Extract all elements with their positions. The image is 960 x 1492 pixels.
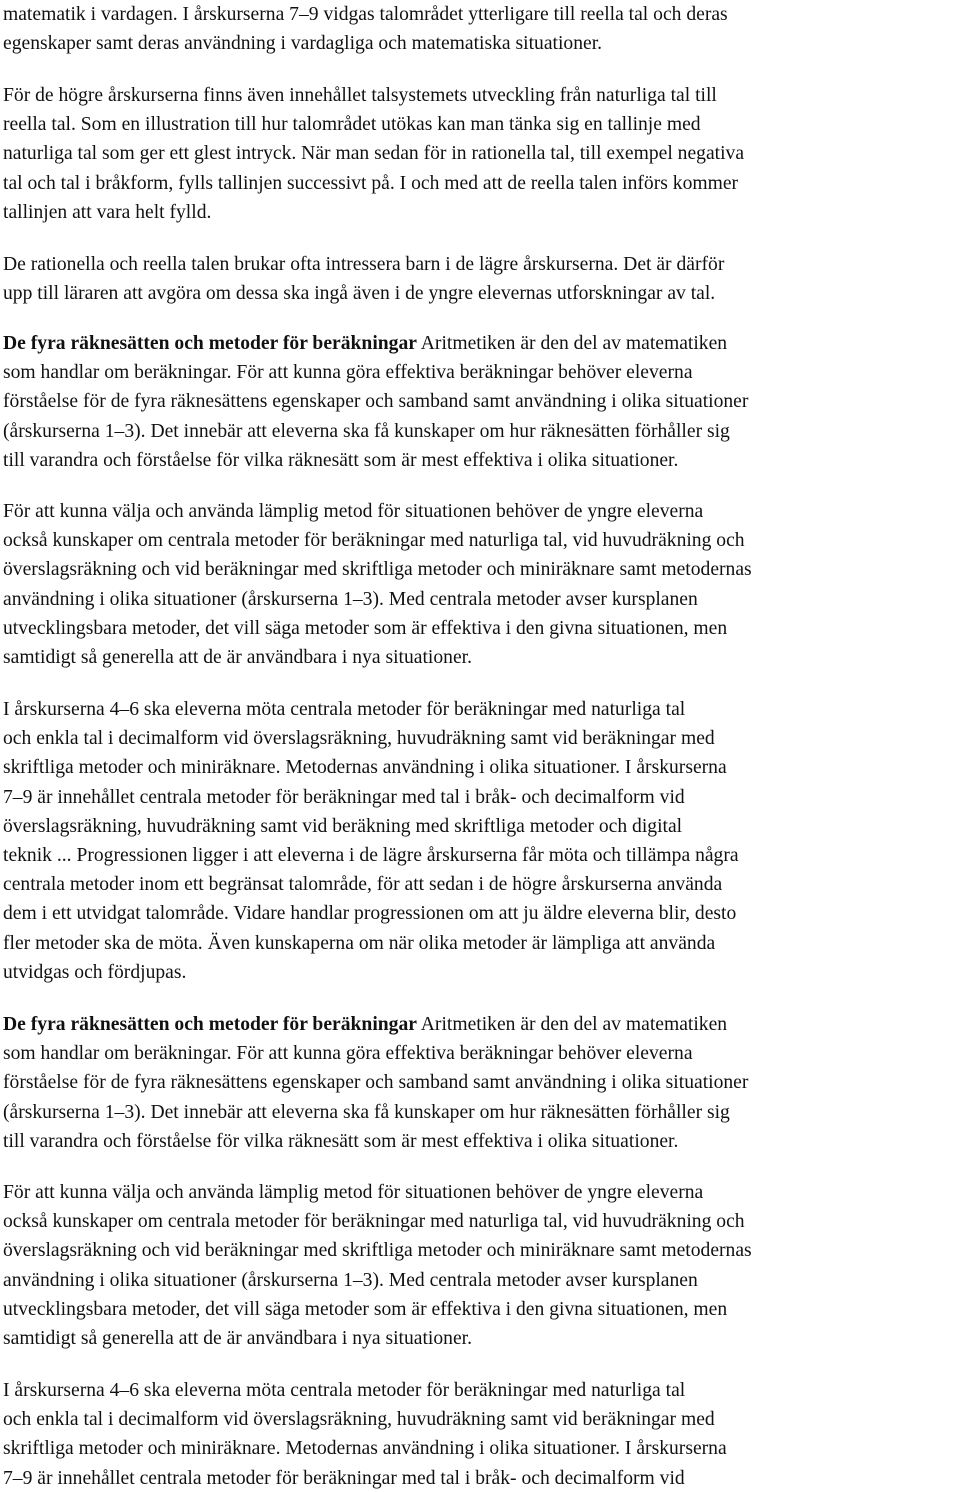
text-line: användning i olika situationer (årskurserna 1–3). Med centrala metoder avser kursplanen [3,1269,698,1291]
heading-continuation: Aritmetiken är den del av matematiken [416,333,728,354]
text-line: som handlar om beräkningar. För att kunna göra effektiva beräkningar behöver eleverna [3,362,693,384]
paragraph [3,329,748,475]
text-line: överslagsräkning, huvudräkning samt vid beräkning med skriftliga metoder och digital [3,815,683,837]
text-line: I årskurserna 4–6 ska eleverna möta centrala metoder för beräkningar med naturliga tal [3,1380,686,1401]
text-line: reella tal. Som en illustration till hur talområdet utökas kan man tänka sig en tallinje med [3,114,701,136]
text-line: som handlar om beräkningar. För att kunna göra effektiva beräkningar behöver eleverna [3,1043,693,1065]
text-line [3,1010,748,1039]
paragraph [3,695,739,987]
text-line: överslagsräkning och vid beräkningar med skriftliga metoder och miniräknare samt metodernas [3,1240,752,1262]
text-line: (årskurserna 1–3). Det innebär att eleverna ska få kunskaper om hur räknesätten förhåller sig [3,1101,730,1123]
paragraph [3,1010,748,1156]
text-line: egenskaper samt deras användning i vardagliga och matematiska situationer. [3,33,603,55]
text-line: naturliga tal som ger ett glest intryck. När man sedan för in rationella tal, till exempel negativa [3,143,745,165]
text-line: I årskurserna 4–6 ska eleverna möta centrala metoder för beräkningar med naturliga tal [3,699,686,720]
text-line: och enkla tal i decimalform vid överslagsräkning, huvudräkning samt vid beräkningar med [3,728,715,750]
paragraph [3,0,728,58]
paragraph [3,81,744,227]
text-line: förståelse för de fyra räknesättens egenskaper och samband samt användning i olika situationer [3,1072,749,1094]
text-line: samtidigt så generella att de är användbara i nya situationer. [3,646,472,668]
paragraph [3,497,752,672]
paragraph [3,1178,752,1353]
text-line: De rationella och reella talen brukar ofta intressera barn i de lägre årskurserna. Det är därför [3,254,725,275]
text-line: För de högre årskurserna finns även innehållet talsystemets utveckling från naturliga tal till [3,85,717,106]
text-line: För att kunna välja och använda lämplig metod för situationen behöver de yngre eleverna [3,1182,704,1203]
section-heading: De fyra räknesätten och metoder för beräkningar [3,333,417,354]
text-line: till varandra och förståelse för vilka räknesätt som är mest effektiva i olika situationer. [3,1130,679,1152]
text-line: överslagsräkning och vid beräkningar med skriftliga metoder och miniräknare samt metodernas [3,559,752,581]
text-line: utvecklingsbara metoder, det vill säga metoder som är effektiva i den givna situationen, men [3,1298,728,1320]
text-line: utvidgas och fördjupas. [3,961,187,983]
text-line [3,329,748,358]
text-line: centrala metoder inom ett begränsat talområde, för att sedan i de högre årskurserna använda [3,874,723,896]
text-line: utvecklingsbara metoder, det vill säga metoder som är effektiva i den givna situationen, men [3,617,728,639]
section-heading: De fyra räknesätten och metoder för beräkningar [3,1014,417,1035]
text-line: 7–9 är innehållet centrala metoder för beräkningar med tal i bråk- och decimalform vid [3,1467,685,1489]
text-line: teknik ... Progressionen ligger i att eleverna i de lägre årskurserna får möta och tillämpa några [3,844,739,866]
text-line: förståelse för de fyra räknesättens egenskaper och samband samt användning i olika situationer [3,391,749,413]
text-line: skriftliga metoder och miniräknare. Metodernas användning i olika situationer. I årskurserna [3,1438,727,1460]
text-line: samtidigt så generella att de är användbara i nya situationer. [3,1327,472,1349]
text-line: och enkla tal i decimalform vid överslagsräkning, huvudräkning samt vid beräkningar med [3,1409,715,1431]
text-line: tallinjen att vara helt fylld. [3,201,212,223]
heading-continuation: Aritmetiken är den del av matematiken [416,1014,728,1035]
text-line: tal och tal i bråkform, fylls tallinjen successivt på. I och med att de reella talen införs kommer [3,172,739,194]
text-line: till varandra och förståelse för vilka räknesätt som är mest effektiva i olika situationer. [3,449,679,471]
text-line: fler metoder ska de möta. Även kunskaperna om när olika metoder är lämpliga att använda [3,932,716,954]
paragraph [3,1376,727,1492]
text-line: också kunskaper om centrala metoder för beräkningar med naturliga tal, vid huvudräkning och [3,1211,745,1233]
text-line: skriftliga metoder och miniräknare. Metodernas användning i olika situationer. I årskurserna [3,757,727,779]
text-line: (årskurserna 1–3). Det innebär att eleverna ska få kunskaper om hur räknesätten förhåller sig [3,420,730,442]
text-line: också kunskaper om centrala metoder för beräkningar med naturliga tal, vid huvudräkning och [3,530,745,552]
paragraph [3,250,724,308]
text-line: dem i ett utvidgat talområde. Vidare handlar progressionen om att ju äldre eleverna blir, desto [3,903,737,925]
text-line: matematik i vardagen. I årskurserna 7–9 vidgas talområdet ytterligare till reella tal och deras [3,4,728,25]
text-line: 7–9 är innehållet centrala metoder för beräkningar med tal i bråk- och decimalform vid [3,786,685,808]
text-line: användning i olika situationer (årskurserna 1–3). Med centrala metoder avser kursplanen [3,588,698,610]
text-line: upp till läraren att avgöra om dessa ska ingå även i de yngre elevernas utforskningar av tal. [3,283,716,305]
text-line: För att kunna välja och använda lämplig metod för situationen behöver de yngre eleverna [3,501,704,522]
